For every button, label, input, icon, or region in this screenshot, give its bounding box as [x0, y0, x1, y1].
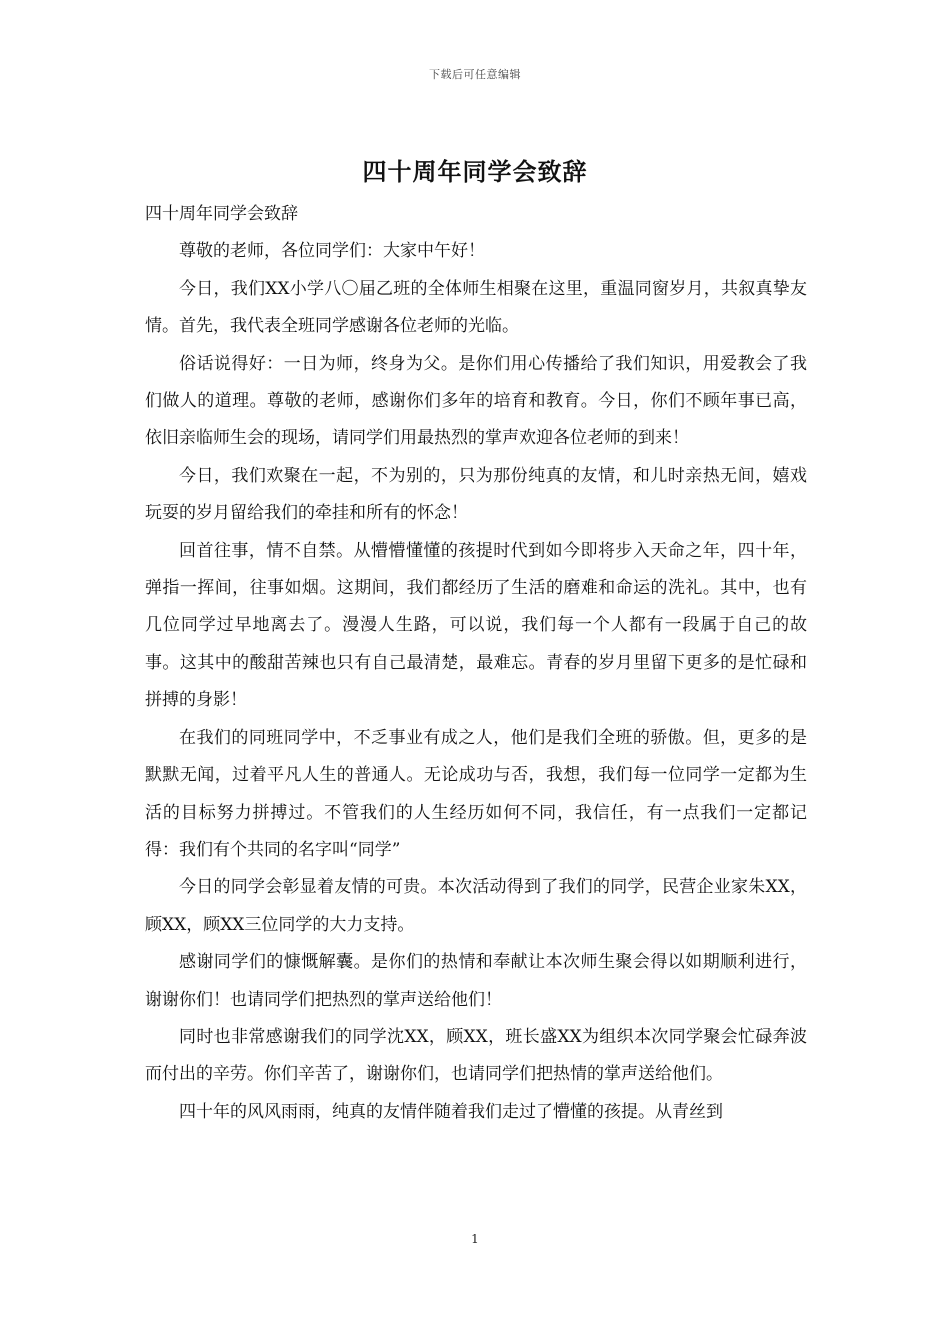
document-title: 四十周年同学会致辞 — [362, 157, 588, 186]
body-paragraph: 四十年的风风雨雨，纯真的友情伴随着我们走过了懵懂的孩提。从青丝到 — [179, 1101, 723, 1122]
body-paragraph: 在我们的同班同学中，不乏事业有成之人，他们是我们全班的骄傲。但，更多的是默默无闻，过着平凡人生的普通人。无论成功与否，我想，我们每一位同学一定都为生活的目标努力拼搏过。不管我们的人生经历如何不同，我信任，有一点我们一定都记得：我们有个共同的名字叫“同学” — [145, 727, 807, 860]
body-paragraph: 感谢同学们的慷慨解囊。是你们的热情和奉献让本次师生聚会得以如期顺利进行，谢谢你们！也请同学们把热烈的掌声送给他们！ — [145, 952, 807, 1010]
subtitle-paragraph: 四十周年同学会致辞 — [145, 204, 298, 224]
body-paragraph: 今日，我们XX小学八〇届乙班的全体师生相聚在这里，重温同窗岁月，共叙真挚友情。首先，我代表全班同学感谢各位老师的光临。 — [145, 278, 807, 337]
document-body — [145, 196, 807, 1131]
body-paragraph: 回首往事，情不自禁。从懵懵懂懂的孩提时代到如今即将步入天命之年，四十年，弹指一挥间，往事如烟。这期间，我们都经历了生活的磨难和命运的洗礼。其中，也有几位同学过早地离去了。漫漫人生路，可以说，我们每一个人都有一段属于自己的故事。这其中的酸甜苦辣也只有自己最清楚，最难忘。青春的岁月里留下更多的是忙碌和拼搏的身影！ — [145, 540, 807, 711]
greeting-paragraph: 尊敬的老师，各位同学们：大家中午好！ — [179, 241, 485, 262]
page-number: 1 — [471, 1232, 479, 1246]
body-paragraph: 俗话说得好：一日为师，终身为父。是你们用心传播给了我们知识，用爱教会了我们做人的道理。尊敬的老师，感谢你们多年的培育和教育。今日，你们不顾年事已高，依旧亲临师生会的现场，请同学们用最热烈的掌声欢迎各位老师的到来！ — [145, 353, 807, 449]
body-paragraph: 今日的同学会彰显着友情的可贵。本次活动得到了我们的同学，民营企业家朱XX，顾XX，顾XX三位同学的大力支持。 — [145, 877, 807, 935]
body-paragraph: 今日，我们欢聚在一起，不为别的，只为那份纯真的友情，和儿时亲热无间，嬉戏玩耍的岁月留给我们的牵挂和所有的怀念！ — [145, 465, 807, 524]
page-header-note: 下载后可任意编辑 — [429, 68, 521, 81]
body-paragraph: 同时也非常感谢我们的同学沈XX，顾XX，班长盛XX为组织本次同学聚会忙碌奔波而付出的辛劳。你们辛苦了，谢谢你们，也请同学们把热情的掌声送给他们。 — [145, 1026, 807, 1085]
